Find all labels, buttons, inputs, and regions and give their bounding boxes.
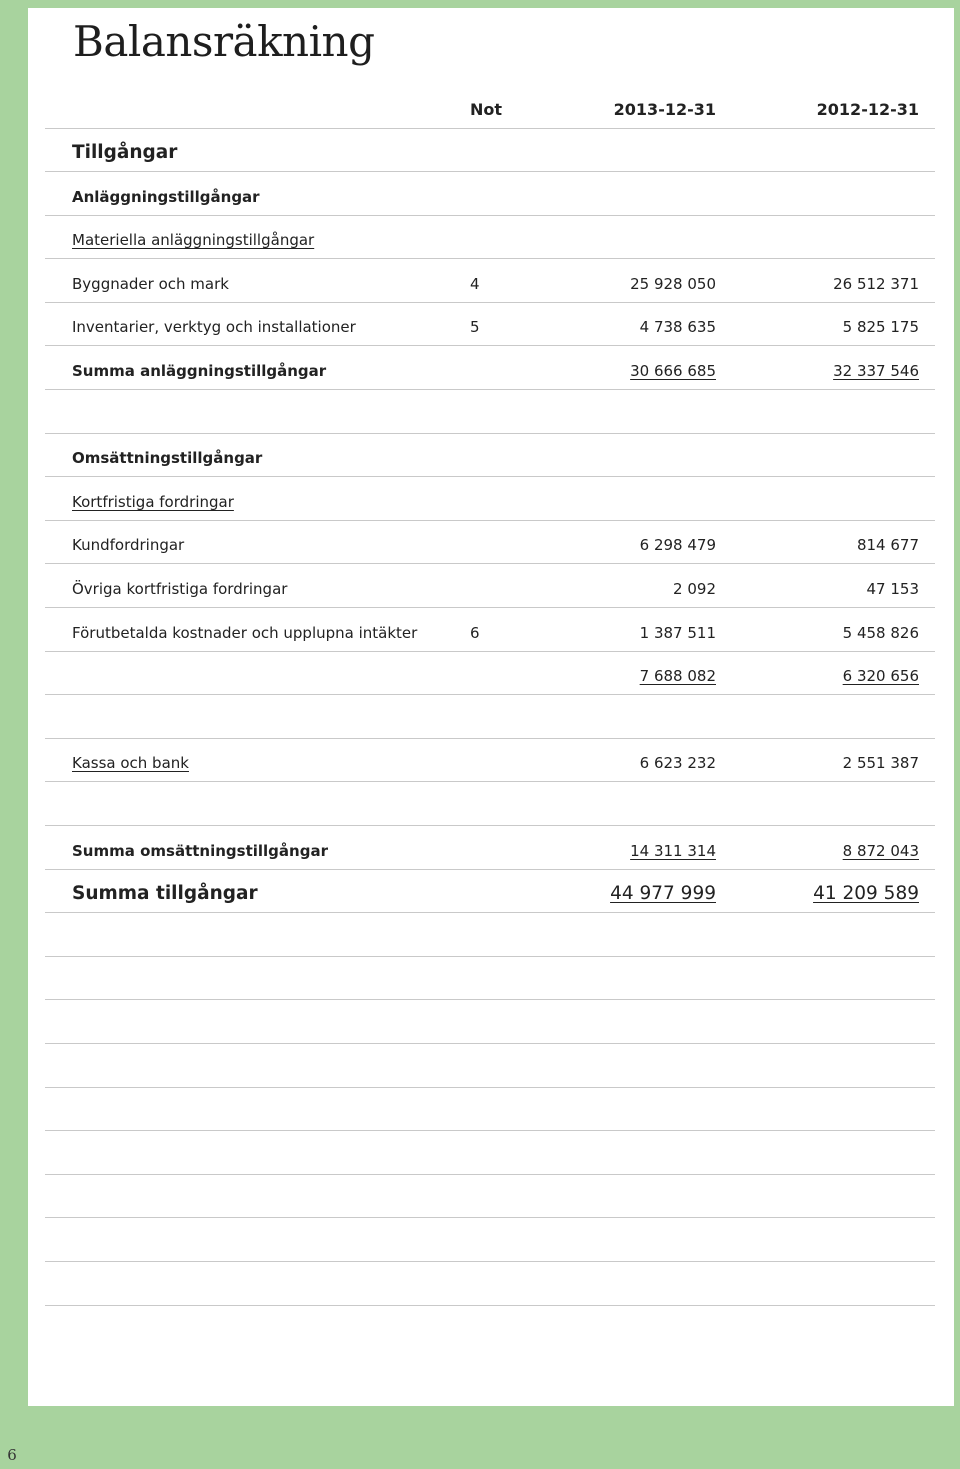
- table-row: [45, 1218, 935, 1262]
- row-value-previous: 8 872 043: [842, 841, 919, 860]
- row-label: Förutbetalda kostnader och upplupna intäkter: [72, 623, 418, 642]
- table-row: [45, 390, 935, 434]
- row-value-current: 4 738 635: [639, 318, 716, 337]
- row-label: Kundfordringar: [72, 536, 185, 555]
- row-value-current: 6 623 232: [639, 754, 716, 773]
- row-label: Tillgångar: [72, 142, 178, 163]
- row-note: 5: [470, 318, 480, 337]
- table-row: [45, 433, 935, 477]
- row-value-previous: 32 337 546: [833, 362, 919, 380]
- table-row: [45, 302, 935, 346]
- table-row: [45, 826, 935, 870]
- table-row: [45, 608, 935, 652]
- row-label: Övriga kortfristiga fordringar: [72, 580, 288, 598]
- page-number: 6: [7, 1446, 17, 1464]
- table-row: [45, 956, 935, 1000]
- table-row: [45, 1262, 935, 1306]
- row-note: 4: [470, 274, 480, 293]
- row-value-previous: 41 209 589: [813, 883, 919, 905]
- row-label: Anläggningstillgångar: [72, 187, 260, 206]
- table-row: [45, 1174, 935, 1218]
- row-value-previous: 26 512 371: [833, 274, 919, 293]
- row-value-current: 25 928 050: [630, 274, 716, 293]
- row-value-previous: 6 320 656: [842, 667, 919, 686]
- row-value-previous: 5 825 175: [842, 318, 919, 337]
- table-row: [45, 259, 935, 303]
- row-label: Kassa och bank: [72, 754, 189, 773]
- column-header-row: [45, 85, 935, 129]
- table-row: [45, 651, 935, 695]
- row-label: Summa tillgångar: [72, 883, 258, 905]
- row-label: Kortfristiga fordringar: [72, 492, 234, 511]
- row-label: Byggnader och mark: [72, 274, 229, 293]
- row-value-current: 2 092: [673, 580, 716, 598]
- row-note: 6: [470, 623, 480, 642]
- row-label: Omsättningstillgångar: [72, 449, 263, 468]
- table-row: [45, 477, 935, 521]
- table-row: [45, 215, 935, 259]
- column-header-current: 2013-12-31: [613, 100, 716, 119]
- table-row: [45, 782, 935, 826]
- table-row: [45, 738, 935, 782]
- row-value-previous: 47 153: [866, 580, 919, 598]
- row-value-current: 1 387 511: [639, 623, 716, 642]
- table-row: [45, 913, 935, 957]
- row-label: Materiella anläggningstillgångar: [72, 231, 315, 250]
- table-row: [45, 695, 935, 739]
- column-header-previous: 2012-12-31: [816, 100, 919, 119]
- page-title: Balansräkning: [73, 17, 375, 66]
- row-value-previous: 2 551 387: [842, 754, 919, 773]
- column-header-note: Not: [470, 100, 503, 119]
- row-value-current: 7 688 082: [639, 667, 716, 686]
- table-row: [45, 1000, 935, 1044]
- row-value-current: 30 666 685: [630, 362, 716, 380]
- table-row: [45, 1131, 935, 1175]
- table-row: [45, 564, 935, 608]
- row-value-current: 6 298 479: [639, 536, 716, 555]
- row-label: Inventarier, verktyg och installationer: [72, 318, 356, 337]
- table-row: [45, 520, 935, 564]
- table-row: [45, 869, 935, 913]
- table-row: [45, 1044, 935, 1088]
- table-row: [45, 346, 935, 390]
- row-value-current: 44 977 999: [610, 883, 716, 905]
- table-row: [45, 1087, 935, 1131]
- row-label: Summa omsättningstillgångar: [72, 841, 328, 860]
- row-value-previous: 5 458 826: [842, 623, 919, 642]
- row-value-previous: 814 677: [856, 536, 919, 555]
- table-row: [45, 128, 935, 172]
- table-row: [45, 172, 935, 216]
- row-value-current: 14 311 314: [630, 841, 716, 860]
- row-label: Summa anläggningstillgångar: [72, 362, 327, 380]
